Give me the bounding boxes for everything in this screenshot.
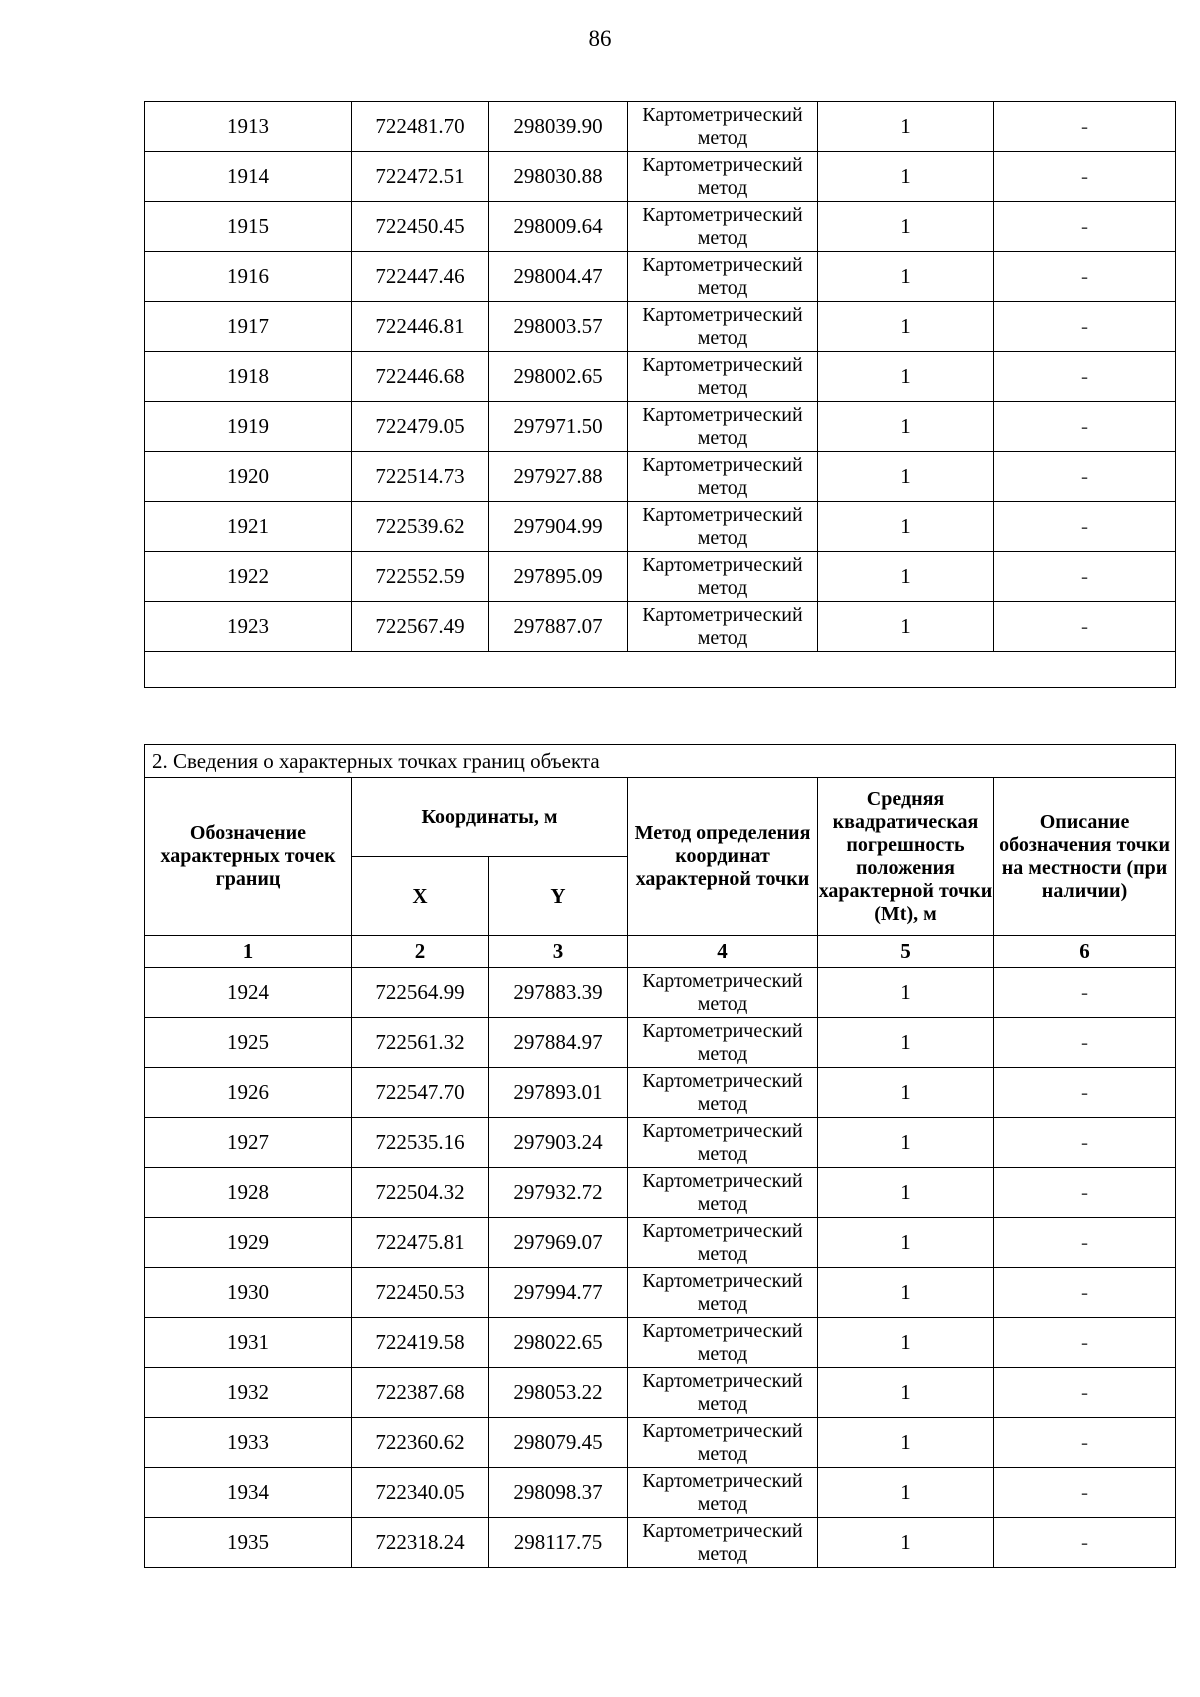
cell-point: 1924 [145, 968, 352, 1018]
cell-y: 297971.50 [489, 402, 628, 452]
cell-x: 722514.73 [352, 452, 489, 502]
cell-x: 722475.81 [352, 1218, 489, 1268]
cell-y: 297903.24 [489, 1118, 628, 1168]
cell-method: Картометрический метод [628, 302, 818, 352]
cell-mt: 1 [818, 552, 994, 602]
table-row [145, 502, 1176, 552]
cell-mt: 1 [818, 402, 994, 452]
cell-description: - [994, 502, 1176, 552]
cell-point: 1926 [145, 1068, 352, 1118]
cell-mt: 1 [818, 252, 994, 302]
table-row [145, 1168, 1176, 1218]
header-method: Метод определения координат характерной точки [628, 778, 818, 936]
header-description: Описание обозначения точки на местности (при наличии) [994, 778, 1176, 936]
cell-point: 1913 [145, 102, 352, 152]
table-row [145, 152, 1176, 202]
cell-method: Картометрический метод [628, 1218, 818, 1268]
table-row [145, 602, 1176, 652]
header-row-1 [145, 778, 1176, 857]
cell-y: 298053.22 [489, 1368, 628, 1418]
cell-description: - [994, 1268, 1176, 1318]
cell-method: Картометрический метод [628, 1168, 818, 1218]
cell-x: 722561.32 [352, 1018, 489, 1068]
table1-body [145, 102, 1176, 652]
header-y: Y [489, 857, 628, 936]
cell-method: Картометрический метод [628, 152, 818, 202]
column-number: 6 [994, 936, 1176, 968]
cell-mt: 1 [818, 1268, 994, 1318]
cell-description: - [994, 1468, 1176, 1518]
cell-x: 722472.51 [352, 152, 489, 202]
cell-x: 722387.68 [352, 1368, 489, 1418]
cell-description: - [994, 1068, 1176, 1118]
cell-description: - [994, 1118, 1176, 1168]
cell-method: Картометрический метод [628, 602, 818, 652]
cell-y: 298009.64 [489, 202, 628, 252]
cell-mt: 1 [818, 1168, 994, 1218]
cell-method: Картометрический метод [628, 252, 818, 302]
cell-point: 1916 [145, 252, 352, 302]
cell-method: Картометрический метод [628, 402, 818, 452]
cell-point: 1919 [145, 402, 352, 452]
cell-description: - [994, 152, 1176, 202]
cell-mt: 1 [818, 352, 994, 402]
cell-mt: 1 [818, 1018, 994, 1068]
cell-description: - [994, 252, 1176, 302]
cell-x: 722340.05 [352, 1468, 489, 1518]
cell-method: Картометрический метод [628, 452, 818, 502]
cell-x: 722535.16 [352, 1118, 489, 1168]
cell-method: Картометрический метод [628, 202, 818, 252]
cell-mt: 1 [818, 152, 994, 202]
cell-method: Картометрический метод [628, 1518, 818, 1568]
table-row [145, 1268, 1176, 1318]
cell-mt: 1 [818, 202, 994, 252]
cell-mt: 1 [818, 102, 994, 152]
cell-method: Картометрический метод [628, 1368, 818, 1418]
cell-x: 722318.24 [352, 1518, 489, 1568]
cell-description: - [994, 1418, 1176, 1468]
cell-x: 722539.62 [352, 502, 489, 552]
cell-mt: 1 [818, 968, 994, 1018]
cell-description: - [994, 1218, 1176, 1268]
cell-y: 298002.65 [489, 352, 628, 402]
cell-y: 297883.39 [489, 968, 628, 1018]
cell-x: 722360.62 [352, 1418, 489, 1468]
cell-y: 297932.72 [489, 1168, 628, 1218]
cell-mt: 1 [818, 1318, 994, 1368]
table2-body [145, 968, 1176, 1568]
cell-mt: 1 [818, 1218, 994, 1268]
cell-y: 298022.65 [489, 1318, 628, 1368]
cell-point: 1922 [145, 552, 352, 602]
table-row [145, 202, 1176, 252]
table-caption: 2. Сведения о характерных точках границ объекта [145, 745, 1176, 778]
cell-y: 298039.90 [489, 102, 628, 152]
boundary-points-table [144, 744, 1176, 1568]
page-number: 86 [588, 26, 612, 51]
column-numbers-row [145, 936, 1176, 968]
cell-description: - [994, 102, 1176, 152]
table-row [145, 1418, 1176, 1468]
column-number: 3 [489, 936, 628, 968]
cell-mt: 1 [818, 1518, 994, 1568]
cell-point: 1929 [145, 1218, 352, 1268]
table-row [145, 1468, 1176, 1518]
cell-point: 1931 [145, 1318, 352, 1368]
cell-description: - [994, 1318, 1176, 1368]
table-row [145, 402, 1176, 452]
table-row [145, 1518, 1176, 1568]
header-x: X [352, 857, 489, 936]
cell-mt: 1 [818, 1418, 994, 1468]
cell-mt: 1 [818, 452, 994, 502]
cell-point: 1925 [145, 1018, 352, 1068]
cell-point: 1932 [145, 1368, 352, 1418]
cell-x: 722547.70 [352, 1068, 489, 1118]
cell-point: 1928 [145, 1168, 352, 1218]
cell-x: 722450.45 [352, 202, 489, 252]
cell-method: Картометрический метод [628, 1418, 818, 1468]
cell-mt: 1 [818, 1118, 994, 1168]
cell-point: 1923 [145, 602, 352, 652]
cell-mt: 1 [818, 502, 994, 552]
cell-method: Картометрический метод [628, 1468, 818, 1518]
cell-y: 298003.57 [489, 302, 628, 352]
cell-point: 1921 [145, 502, 352, 552]
cell-mt: 1 [818, 1368, 994, 1418]
caption-row [145, 745, 1176, 778]
empty-cell [145, 652, 1176, 688]
cell-x: 722446.81 [352, 302, 489, 352]
table-row [145, 1018, 1176, 1068]
cell-description: - [994, 602, 1176, 652]
column-number: 2 [352, 936, 489, 968]
cell-x: 722504.32 [352, 1168, 489, 1218]
table-row [145, 1068, 1176, 1118]
cell-y: 297904.99 [489, 502, 628, 552]
cell-y: 298030.88 [489, 152, 628, 202]
cell-method: Картометрический метод [628, 502, 818, 552]
cell-y: 297994.77 [489, 1268, 628, 1318]
cell-x: 722419.58 [352, 1318, 489, 1368]
cell-method: Картометрический метод [628, 1018, 818, 1068]
table-row [145, 1318, 1176, 1368]
table1-empty-row [145, 652, 1176, 688]
cell-x: 722567.49 [352, 602, 489, 652]
cell-method: Картометрический метод [628, 968, 818, 1018]
column-number: 5 [818, 936, 994, 968]
cell-x: 722552.59 [352, 552, 489, 602]
cell-mt: 1 [818, 1468, 994, 1518]
cell-x: 722479.05 [352, 402, 489, 452]
table-row [145, 352, 1176, 402]
cell-y: 297893.01 [489, 1068, 628, 1118]
cell-description: - [994, 1018, 1176, 1068]
table-row [145, 552, 1176, 602]
cell-description: - [994, 1518, 1176, 1568]
table-row [145, 968, 1176, 1018]
table-row [145, 1118, 1176, 1168]
cell-x: 722564.99 [352, 968, 489, 1018]
cell-mt: 1 [818, 602, 994, 652]
table-row [145, 102, 1176, 152]
cell-y: 297927.88 [489, 452, 628, 502]
cell-y: 297887.07 [489, 602, 628, 652]
cell-method: Картометрический метод [628, 1318, 818, 1368]
table-row [145, 252, 1176, 302]
cell-description: - [994, 1368, 1176, 1418]
cell-y: 297884.97 [489, 1018, 628, 1068]
cell-y: 298079.45 [489, 1418, 628, 1468]
cell-x: 722446.68 [352, 352, 489, 402]
column-number: 1 [145, 936, 352, 968]
cell-description: - [994, 1168, 1176, 1218]
cell-description: - [994, 968, 1176, 1018]
table-row [145, 452, 1176, 502]
cell-description: - [994, 402, 1176, 452]
cell-x: 722450.53 [352, 1268, 489, 1318]
cell-point: 1927 [145, 1118, 352, 1168]
cell-method: Картометрический метод [628, 1068, 818, 1118]
cell-point: 1914 [145, 152, 352, 202]
header-mt: Средняя квадратическая погрешность положения характерной точки (Mt), м [818, 778, 994, 936]
cell-point: 1920 [145, 452, 352, 502]
column-number: 4 [628, 936, 818, 968]
cell-method: Картометрический метод [628, 102, 818, 152]
cell-description: - [994, 302, 1176, 352]
coordinates-table-continued [144, 101, 1176, 688]
cell-y: 298117.75 [489, 1518, 628, 1568]
cell-description: - [994, 202, 1176, 252]
cell-point: 1933 [145, 1418, 352, 1468]
cell-description: - [994, 352, 1176, 402]
cell-point: 1915 [145, 202, 352, 252]
cell-description: - [994, 552, 1176, 602]
cell-y: 298098.37 [489, 1468, 628, 1518]
cell-point: 1930 [145, 1268, 352, 1318]
cell-method: Картометрический метод [628, 352, 818, 402]
cell-mt: 1 [818, 1068, 994, 1118]
table-row [145, 1218, 1176, 1268]
cell-point: 1934 [145, 1468, 352, 1518]
cell-point: 1917 [145, 302, 352, 352]
cell-x: 722447.46 [352, 252, 489, 302]
cell-point: 1918 [145, 352, 352, 402]
header-point: Обозначение характерных точек границ [145, 778, 352, 936]
cell-y: 297969.07 [489, 1218, 628, 1268]
header-coordinates: Координаты, м [352, 778, 628, 857]
cell-y: 298004.47 [489, 252, 628, 302]
cell-description: - [994, 452, 1176, 502]
cell-point: 1935 [145, 1518, 352, 1568]
cell-mt: 1 [818, 302, 994, 352]
cell-y: 297895.09 [489, 552, 628, 602]
cell-method: Картометрический метод [628, 1118, 818, 1168]
cell-method: Картометрический метод [628, 1268, 818, 1318]
table-row [145, 1368, 1176, 1418]
table-row [145, 302, 1176, 352]
cell-method: Картометрический метод [628, 552, 818, 602]
cell-x: 722481.70 [352, 102, 489, 152]
